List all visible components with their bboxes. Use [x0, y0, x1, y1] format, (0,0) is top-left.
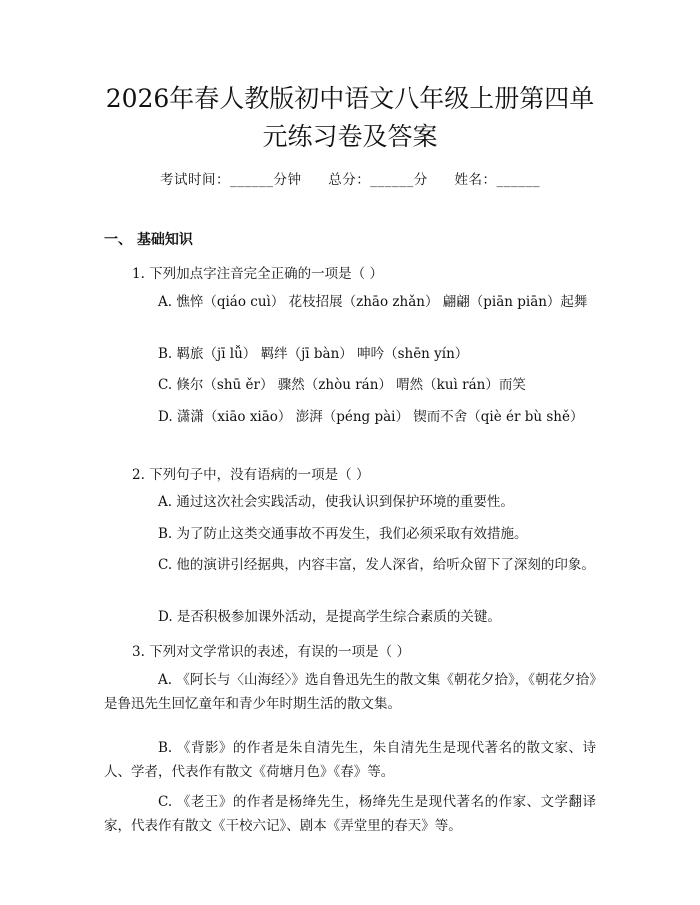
option: B. 《背影》的作者是朱自清先生，朱自清先生是现代著名的散文家、诗人、学者，代表作有散文《荷塘月色》《春》等。	[104, 740, 596, 780]
question-stem: 2. 下列句子中，没有语病的一项是（ ）	[132, 467, 370, 483]
title-line-2: 元练习卷及答案	[262, 122, 438, 151]
exam-meta	[0, 168, 700, 188]
exam-name: 姓名：______	[454, 172, 541, 188]
option: A. 通过这次社会实践活动，使我认识到保护环境的重要性。	[158, 494, 514, 510]
option: C. 《老王》的作者是杨绛先生，杨绛先生是现代著名的作家、文学翻译家，代表作有散文《干校六记》、剧本《弄堂里的春天》等。	[104, 794, 596, 834]
option: A. 《阿长与〈山海经〉》选自鲁迅先生的散文集《朝花夕拾》，《朝花夕拾》是鲁迅先生回忆童年和青少年时期生活的散文集。	[104, 672, 596, 712]
question-stem: 3. 下列对文学常识的表述，有误的一项是（ ）	[132, 644, 410, 660]
section-heading: 一、 基础知识	[104, 232, 193, 248]
exam-time: 考试时间：______分钟	[159, 172, 302, 188]
option: A. 憔悴（qiáo cuì） 花枝招展（zhāo zhǎn） 翩翩（piān piān）起舞	[158, 294, 588, 310]
option: B. 羁旅（jī lǚ） 羁绊（jī bàn） 呻吟（shēn yín）	[158, 346, 469, 362]
option: C. 他的演讲引经据典，内容丰富，发人深省，给听众留下了深刻的印象。	[158, 557, 595, 573]
exam-score: 总分：______分	[328, 172, 428, 188]
option: B. 为了防止这类交通事故不再发生，我们必须采取有效措施。	[158, 526, 528, 542]
option: D. 潇潇（xiāo xiāo） 澎湃（péng pài） 锲而不舍（qiè ér bù shě）	[158, 409, 584, 425]
option: D. 是否积极参加课外活动，是提高学生综合素质的关键。	[158, 609, 501, 625]
title-line-1: 2026年春人教版初中语文八年级上册第四单	[105, 84, 595, 113]
question-stem: 1. 下列加点字注音完全正确的一项是（ ）	[132, 266, 383, 282]
option: C. 倏尔（shū ěr） 骤然（zhòu rán） 喟然（kuì rán）而笑	[158, 377, 526, 393]
document-title	[60, 80, 640, 156]
